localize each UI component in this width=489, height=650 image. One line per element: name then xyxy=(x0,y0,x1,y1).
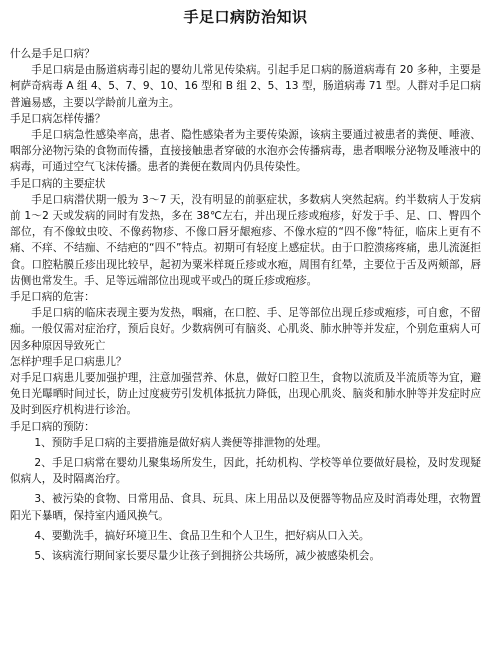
section-heading-symptoms: 手足口病的主要症状 xyxy=(10,177,106,190)
prevention-list-item: 4、要勤洗手，搞好环境卫生、食品卫生和个人卫生，把好病从口入关。 xyxy=(34,529,370,542)
section-heading-prevention: 手足口病的预防： xyxy=(10,420,95,433)
section-paragraph: 手足口病急性感染率高，患者、隐性感染者为主要传染源，该病主要通过被患者的粪便、唾液、咽部分泌物污染的食物而传播，直接接触患者穿破的水泡亦会传播病毒，患者咽喉分泌物及唾液中的病毒，可通过空气飞沫传播。患者的粪便在数周内仍具传染性。 xyxy=(10,129,481,174)
section-heading-what-is: 什么是手足口病？ xyxy=(10,48,95,60)
section-paragraph: 手足口病潜伏期一般为 3～7 天，没有明显的前驱症状，多数病人突然起病。约半数病人于发病前 1～2 天或发病的同时有发热，多在 38℃左右，并出现丘疹或疱疹，好发于手、足、口、臀四个部位，有不像蚊虫咬、不像药物疹、不像口唇牙龈疱疹、不像水痘的“四不像”特征，临床上更有不痛、不痒、不结痂、不结疤的“四不”特点。初期可有轻度上感症状。由于口腔溃疡疼痛，患儿流涎拒食。口腔粘膜丘疹出现比较早，起初为粟米样斑丘疹或水疱，周围有红晕，主要位于舌及两颊部，唇齿侧也常发生。手、足等远端部位出现或平或凸的斑丘疹或疱疹。 xyxy=(10,193,481,287)
prevention-list-item: 3、被污染的食物、日常用品、食具、玩具、床上用品以及便器等物品应及时消毒处理，衣物置阳光下暴晒，保持室内通风换气。 xyxy=(10,493,481,522)
prevention-list-item: 1、预防手足口病的主要措施是做好病人粪便等排泄物的处理。 xyxy=(34,436,328,449)
prevention-list-item: 5、该病流行期间家长要尽量少让孩子到拥挤公共场所，减少被感染机会。 xyxy=(34,550,381,563)
section-heading-harm: 手足口病的危害： xyxy=(10,291,95,304)
section-heading-transmission: 手足口病怎样传播？ xyxy=(10,112,106,125)
section-paragraph: 手足口病是由肠道病毒引起的婴幼儿常见传染病。引起手足口病的肠道病毒有 20 多种，主要是柯萨奇病毒 A 组 4、5、7、9、10、16 型和 B 组 2、5、13 型，肠道病毒 71 型。人群对手足口病普遍易感，主要以学龄前儿童为主。 xyxy=(10,64,481,109)
section-paragraph: 对手足口病患儿要加强护理，注意加强营养、休息，做好口腔卫生，食物以流质及半流质等为宜，避免日光曝晒时间过长，防止过度疲劳引发机体抵抗力降低，出现心肌炎、脑炎和肺水肿等并发症时应及时到医疗机构进行诊治。 xyxy=(10,372,481,417)
section-heading-care: 怎样护理手足口病患儿？ xyxy=(10,355,127,368)
section-paragraph: 手足口病的临床表现主要为发热，咽痛，在口腔、手、足等部位出现丘疹或疱疹，可自愈，不留痂。一般仅需对症治疗，预后良好。少数病例可有脑炎、心肌炎、肺水肿等并发症，个别危重病人可因多种原因导致死亡 xyxy=(10,307,481,352)
document-title: 手足口病防治知识 xyxy=(183,8,308,26)
prevention-list-item: 2、手足口病常在婴幼儿聚集场所发生，因此，托幼机构、学校等单位要做好晨检，及时发现疑似病人，及时隔离治疗。 xyxy=(10,457,481,486)
document-body xyxy=(10,46,481,564)
